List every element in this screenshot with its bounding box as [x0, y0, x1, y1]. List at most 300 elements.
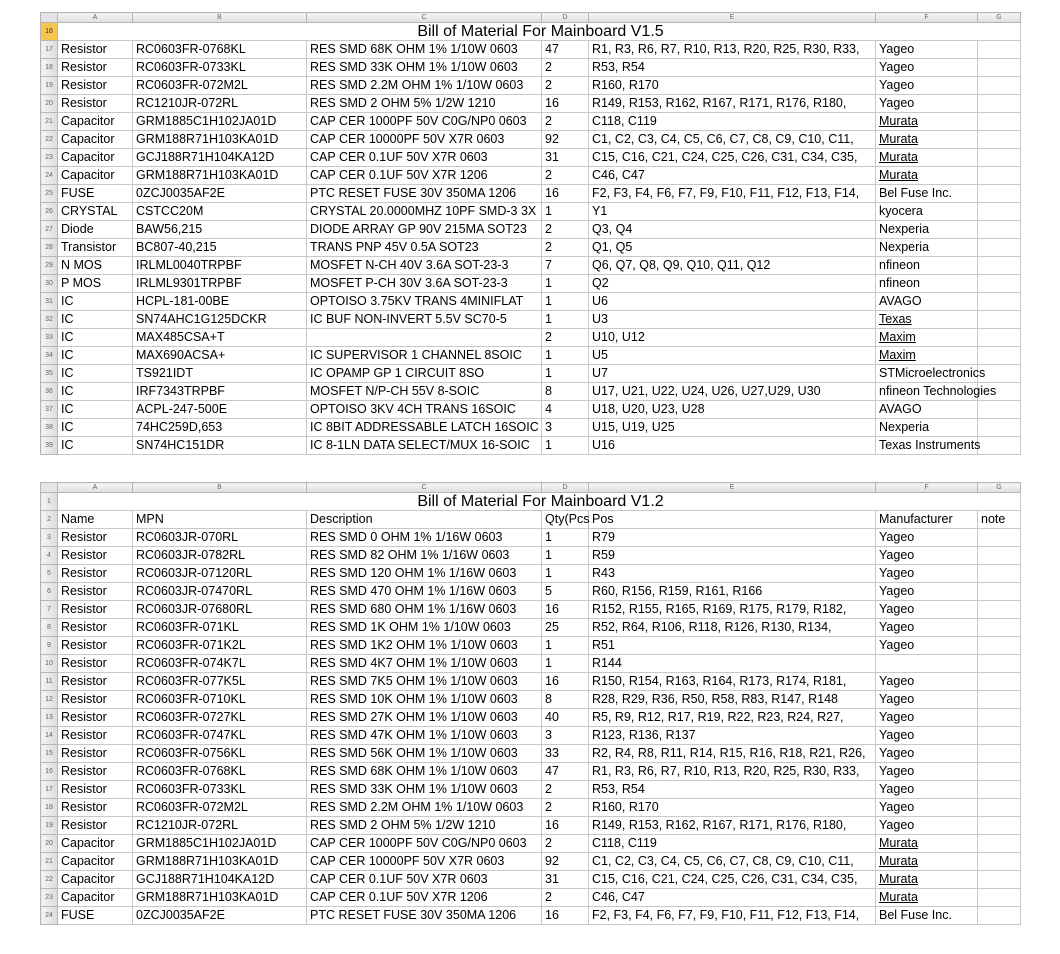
cell-description[interactable]: IC BUF NON-INVERT 5.5V SC70-5	[307, 311, 542, 329]
cell-mpn[interactable]: RC0603FR-0768KL	[133, 763, 307, 781]
cell-name[interactable]: Transistor	[58, 239, 133, 257]
cell-qty[interactable]: 8	[542, 383, 589, 401]
cell-manufacturer[interactable]: Yageo	[876, 565, 978, 583]
cell-note[interactable]	[978, 401, 1021, 419]
cell-pos[interactable]: R43	[589, 565, 876, 583]
cell-qty[interactable]: 47	[542, 763, 589, 781]
cell-pos[interactable]: R160, R170	[589, 799, 876, 817]
cell-pos[interactable]: U6	[589, 293, 876, 311]
cell-pos[interactable]: R144	[589, 655, 876, 673]
cell-mpn[interactable]: CSTCC20M	[133, 203, 307, 221]
cell-description[interactable]: RES SMD 27K OHM 1% 1/10W 0603	[307, 709, 542, 727]
row-number[interactable]: 13	[41, 709, 58, 727]
cell-qty[interactable]: 92	[542, 131, 589, 149]
cell-mpn[interactable]: RC0603FR-071K2L	[133, 637, 307, 655]
cell-note[interactable]	[978, 419, 1021, 437]
cell-pos[interactable]: R149, R153, R162, R167, R171, R176, R180,	[589, 817, 876, 835]
cell-pos[interactable]: U18, U20, U23, U28	[589, 401, 876, 419]
cell-note[interactable]	[978, 565, 1021, 583]
cell-manufacturer[interactable]: Yageo	[876, 709, 978, 727]
cell-qty[interactable]: 1	[542, 275, 589, 293]
cell-manufacturer[interactable]: Maxim	[876, 329, 978, 347]
cell-mpn[interactable]: RC1210JR-072RL	[133, 95, 307, 113]
cell-name[interactable]: IC	[58, 437, 133, 455]
row-number[interactable]: 37	[41, 401, 58, 419]
cell-qty[interactable]: 5	[542, 583, 589, 601]
cell-mpn[interactable]: RC0603JR-070RL	[133, 529, 307, 547]
cell-qty[interactable]: 16	[542, 673, 589, 691]
row-number[interactable]: 11	[41, 673, 58, 691]
cell-qty[interactable]: 1	[542, 655, 589, 673]
cell-description[interactable]: RES SMD 7K5 OHM 1% 1/10W 0603	[307, 673, 542, 691]
cell-qty[interactable]: 1	[542, 565, 589, 583]
cell-manufacturer[interactable]: Texas	[876, 311, 978, 329]
cell-pos[interactable]: R51	[589, 637, 876, 655]
cell-manufacturer[interactable]: Yageo	[876, 41, 978, 59]
cell-qty[interactable]: 2	[542, 329, 589, 347]
cell-qty[interactable]: 1	[542, 547, 589, 565]
row-number[interactable]: 8	[41, 619, 58, 637]
cell-description[interactable]: RES SMD 33K OHM 1% 1/10W 0603	[307, 781, 542, 799]
cell-pos[interactable]: U16	[589, 437, 876, 455]
cell-name[interactable]: Resistor	[58, 673, 133, 691]
row-number[interactable]: 23	[41, 149, 58, 167]
cell-note[interactable]	[978, 673, 1021, 691]
cell-description[interactable]: CRYSTAL 20.0000MHZ 10PF SMD-3 3X	[307, 203, 542, 221]
cell-description[interactable]: DIODE ARRAY GP 90V 215MA SOT23	[307, 221, 542, 239]
cell-note[interactable]	[978, 853, 1021, 871]
cell-note[interactable]	[978, 77, 1021, 95]
cell-mpn[interactable]: GRM188R71H103KA01D	[133, 167, 307, 185]
cell-description[interactable]: IC SUPERVISOR 1 CHANNEL 8SOIC	[307, 347, 542, 365]
cell-note[interactable]	[978, 799, 1021, 817]
cell-mpn[interactable]: HCPL-181-00BE	[133, 293, 307, 311]
cell-mpn[interactable]: BC807-40,215	[133, 239, 307, 257]
cell-qty[interactable]: 1	[542, 637, 589, 655]
cell-description[interactable]: RES SMD 120 OHM 1% 1/16W 0603	[307, 565, 542, 583]
cell-name[interactable]: Resistor	[58, 619, 133, 637]
cell-note[interactable]	[978, 619, 1021, 637]
cell-name[interactable]: IC	[58, 329, 133, 347]
cell-manufacturer[interactable]: Bel Fuse Inc.	[876, 185, 978, 203]
cell-name[interactable]: IC	[58, 347, 133, 365]
cell-pos[interactable]: R53, R54	[589, 59, 876, 77]
cell-manufacturer[interactable]: Nexperia	[876, 239, 978, 257]
cell-qty[interactable]: 2	[542, 77, 589, 95]
cell-pos[interactable]: R1, R3, R6, R7, R10, R13, R20, R25, R30, R33,	[589, 41, 876, 59]
cell-mpn[interactable]: IRLML0040TRPBF	[133, 257, 307, 275]
cell-description[interactable]: RES SMD 10K OHM 1% 1/10W 0603	[307, 691, 542, 709]
cell-note[interactable]	[978, 185, 1021, 203]
column-header[interactable]: F	[876, 483, 978, 493]
cell-qty[interactable]: 2	[542, 221, 589, 239]
cell-manufacturer[interactable]: Bel Fuse Inc.	[876, 907, 978, 925]
header-manufacturer[interactable]: Manufacturer	[876, 511, 978, 529]
row-number[interactable]: 2	[41, 511, 58, 529]
cell-mpn[interactable]: GRM188R71H103KA01D	[133, 131, 307, 149]
row-number[interactable]: 20	[41, 95, 58, 113]
row-number[interactable]: 6	[41, 583, 58, 601]
cell-description[interactable]: RES SMD 68K OHM 1% 1/10W 0603	[307, 763, 542, 781]
cell-manufacturer[interactable]: Yageo	[876, 619, 978, 637]
row-number[interactable]: 33	[41, 329, 58, 347]
cell-mpn[interactable]: RC0603JR-07470RL	[133, 583, 307, 601]
cell-name[interactable]: FUSE	[58, 907, 133, 925]
cell-description[interactable]: RES SMD 82 OHM 1% 1/16W 0603	[307, 547, 542, 565]
cell-description[interactable]: RES SMD 68K OHM 1% 1/10W 0603	[307, 41, 542, 59]
cell-name[interactable]: Capacitor	[58, 113, 133, 131]
cell-mpn[interactable]: RC0603FR-0756KL	[133, 745, 307, 763]
cell-qty[interactable]: 1	[542, 203, 589, 221]
cell-manufacturer[interactable]: Yageo	[876, 637, 978, 655]
cell-manufacturer[interactable]: Murata	[876, 113, 978, 131]
cell-pos[interactable]: R5, R9, R12, R17, R19, R22, R23, R24, R27,	[589, 709, 876, 727]
cell-note[interactable]	[978, 871, 1021, 889]
cell-pos[interactable]: Q3, Q4	[589, 221, 876, 239]
cell-manufacturer[interactable]: nfineon	[876, 275, 978, 293]
cell-pos[interactable]: F2, F3, F4, F6, F7, F9, F10, F11, F12, F13, F14,	[589, 907, 876, 925]
row-number[interactable]: 39	[41, 437, 58, 455]
cell-pos[interactable]: U15, U19, U25	[589, 419, 876, 437]
column-header[interactable]: D	[542, 483, 589, 493]
cell-mpn[interactable]: GRM188R71H103KA01D	[133, 889, 307, 907]
row-number[interactable]: 3	[41, 529, 58, 547]
cell-qty[interactable]: 16	[542, 185, 589, 203]
cell-description[interactable]: PTC RESET FUSE 30V 350MA 1206	[307, 907, 542, 925]
cell-pos[interactable]: R150, R154, R163, R164, R173, R174, R181,	[589, 673, 876, 691]
cell-note[interactable]	[978, 275, 1021, 293]
row-number[interactable]: 10	[41, 655, 58, 673]
cell-manufacturer[interactable]: Yageo	[876, 763, 978, 781]
cell-pos[interactable]: U3	[589, 311, 876, 329]
cell-pos[interactable]: R152, R155, R165, R169, R175, R179, R182,	[589, 601, 876, 619]
cell-description[interactable]: RES SMD 2 OHM 5% 1/2W 1210	[307, 95, 542, 113]
header-pos[interactable]: Pos	[589, 511, 876, 529]
cell-note[interactable]	[978, 437, 1021, 455]
cell-note[interactable]	[978, 149, 1021, 167]
cell-mpn[interactable]: 0ZCJ0035AF2E	[133, 907, 307, 925]
cell-note[interactable]	[978, 95, 1021, 113]
cell-note[interactable]	[978, 239, 1021, 257]
cell-note[interactable]	[978, 817, 1021, 835]
cell-manufacturer[interactable]: Murata	[876, 167, 978, 185]
cell-manufacturer[interactable]: nfineon	[876, 257, 978, 275]
cell-manufacturer[interactable]: Yageo	[876, 691, 978, 709]
cell-name[interactable]: CRYSTAL	[58, 203, 133, 221]
cell-manufacturer[interactable]: Murata	[876, 889, 978, 907]
cell-qty[interactable]: 3	[542, 419, 589, 437]
column-header[interactable]: E	[589, 483, 876, 493]
cell-name[interactable]: P MOS	[58, 275, 133, 293]
cell-description[interactable]: RES SMD 2 OHM 5% 1/2W 1210	[307, 817, 542, 835]
cell-description[interactable]: RES SMD 2.2M OHM 1% 1/10W 0603	[307, 799, 542, 817]
cell-mpn[interactable]: RC1210JR-072RL	[133, 817, 307, 835]
cell-mpn[interactable]: GRM188R71H103KA01D	[133, 853, 307, 871]
column-header[interactable]: A	[58, 13, 133, 23]
cell-manufacturer[interactable]: Yageo	[876, 781, 978, 799]
cell-note[interactable]	[978, 601, 1021, 619]
cell-description[interactable]: CAP CER 1000PF 50V C0G/NP0 0603	[307, 113, 542, 131]
row-number[interactable]: 25	[41, 185, 58, 203]
column-header[interactable]: G	[978, 483, 1021, 493]
cell-note[interactable]	[978, 257, 1021, 275]
cell-description[interactable]: RES SMD 4K7 OHM 1% 1/10W 0603	[307, 655, 542, 673]
row-number[interactable]: 34	[41, 347, 58, 365]
cell-name[interactable]: Capacitor	[58, 889, 133, 907]
cell-mpn[interactable]: RC0603JR-0782RL	[133, 547, 307, 565]
cell-note[interactable]	[978, 347, 1021, 365]
cell-mpn[interactable]: IRF7343TRPBF	[133, 383, 307, 401]
cell-qty[interactable]: 16	[542, 817, 589, 835]
cell-mpn[interactable]: BAW56,215	[133, 221, 307, 239]
row-number[interactable]: 38	[41, 419, 58, 437]
cell-note[interactable]	[978, 203, 1021, 221]
column-header[interactable]: D	[542, 13, 589, 23]
cell-mpn[interactable]: RC0603FR-074K7L	[133, 655, 307, 673]
cell-qty[interactable]: 1	[542, 529, 589, 547]
cell-mpn[interactable]: SN74AHC1G125DCKR	[133, 311, 307, 329]
cell-mpn[interactable]: 0ZCJ0035AF2E	[133, 185, 307, 203]
row-number[interactable]: 1	[41, 493, 58, 511]
column-header[interactable]: C	[307, 13, 542, 23]
cell-mpn[interactable]: ACPL-247-500E	[133, 401, 307, 419]
header-mpn[interactable]: MPN	[133, 511, 307, 529]
cell-description[interactable]: CAP CER 10000PF 50V X7R 0603	[307, 853, 542, 871]
cell-mpn[interactable]: RC0603FR-077K5L	[133, 673, 307, 691]
cell-qty[interactable]: 2	[542, 835, 589, 853]
column-header[interactable]: C	[307, 483, 542, 493]
cell-qty[interactable]: 92	[542, 853, 589, 871]
cell-manufacturer[interactable]: Yageo	[876, 745, 978, 763]
cell-note[interactable]	[978, 637, 1021, 655]
cell-pos[interactable]: F2, F3, F4, F6, F7, F9, F10, F11, F12, F13, F14,	[589, 185, 876, 203]
cell-pos[interactable]: R149, R153, R162, R167, R171, R176, R180,	[589, 95, 876, 113]
sheet-title[interactable]: Bill of Material For Mainboard V1.2	[58, 493, 1021, 511]
cell-description[interactable]: IC 8BIT ADDRESSABLE LATCH 16SOIC	[307, 419, 542, 437]
row-number[interactable]: 16	[41, 23, 58, 41]
cell-qty[interactable]: 16	[542, 601, 589, 619]
cell-name[interactable]: Capacitor	[58, 167, 133, 185]
cell-pos[interactable]: C118, C119	[589, 835, 876, 853]
cell-mpn[interactable]: RC0603JR-07120RL	[133, 565, 307, 583]
cell-name[interactable]: Resistor	[58, 709, 133, 727]
cell-note[interactable]	[978, 709, 1021, 727]
cell-pos[interactable]: U10, U12	[589, 329, 876, 347]
cell-mpn[interactable]: RC0603FR-0710KL	[133, 691, 307, 709]
cell-note[interactable]	[978, 529, 1021, 547]
cell-description[interactable]: CAP CER 0.1UF 50V X7R 1206	[307, 889, 542, 907]
cell-qty[interactable]: 2	[542, 59, 589, 77]
row-number[interactable]: 22	[41, 131, 58, 149]
cell-manufacturer[interactable]: AVAGO	[876, 401, 978, 419]
cell-manufacturer[interactable]: Yageo	[876, 95, 978, 113]
cell-name[interactable]: Resistor	[58, 817, 133, 835]
cell-pos[interactable]: R123, R136, R137	[589, 727, 876, 745]
header-qty[interactable]: Qty(Pcs	[542, 511, 589, 529]
cell-mpn[interactable]: RC0603FR-0768KL	[133, 41, 307, 59]
cell-qty[interactable]: 2	[542, 781, 589, 799]
cell-manufacturer[interactable]: Yageo	[876, 727, 978, 745]
cell-manufacturer[interactable]: Murata	[876, 149, 978, 167]
cell-pos[interactable]: U7	[589, 365, 876, 383]
cell-manufacturer[interactable]: Yageo	[876, 817, 978, 835]
cell-qty[interactable]: 1	[542, 293, 589, 311]
row-number[interactable]: 19	[41, 77, 58, 95]
cell-qty[interactable]: 2	[542, 799, 589, 817]
cell-description[interactable]: CAP CER 10000PF 50V X7R 0603	[307, 131, 542, 149]
cell-pos[interactable]: C46, C47	[589, 889, 876, 907]
cell-name[interactable]: Resistor	[58, 41, 133, 59]
cell-qty[interactable]: 1	[542, 365, 589, 383]
cell-pos[interactable]: R160, R170	[589, 77, 876, 95]
row-number[interactable]: 23	[41, 889, 58, 907]
cell-mpn[interactable]: RC0603FR-0733KL	[133, 59, 307, 77]
row-number[interactable]: 31	[41, 293, 58, 311]
cell-note[interactable]	[978, 889, 1021, 907]
cell-name[interactable]: Capacitor	[58, 853, 133, 871]
cell-pos[interactable]: R28, R29, R36, R50, R58, R83, R147, R148	[589, 691, 876, 709]
cell-manufacturer[interactable]: Yageo	[876, 673, 978, 691]
cell-name[interactable]: Resistor	[58, 59, 133, 77]
cell-description[interactable]: RES SMD 56K OHM 1% 1/10W 0603	[307, 745, 542, 763]
cell-pos[interactable]: Q6, Q7, Q8, Q9, Q10, Q11, Q12	[589, 257, 876, 275]
row-number[interactable]: 19	[41, 817, 58, 835]
header-description[interactable]: Description	[307, 511, 542, 529]
cell-name[interactable]: Resistor	[58, 691, 133, 709]
cell-mpn[interactable]: 74HC259D,653	[133, 419, 307, 437]
cell-description[interactable]: OPTOISO 3.75KV TRANS 4MINIFLAT	[307, 293, 542, 311]
cell-name[interactable]: Resistor	[58, 583, 133, 601]
cell-description[interactable]: RES SMD 2.2M OHM 1% 1/10W 0603	[307, 77, 542, 95]
cell-manufacturer[interactable]: Murata	[876, 131, 978, 149]
cell-mpn[interactable]: RC0603FR-0727KL	[133, 709, 307, 727]
cell-note[interactable]	[978, 835, 1021, 853]
cell-name[interactable]: Capacitor	[58, 131, 133, 149]
cell-description[interactable]: RES SMD 33K OHM 1% 1/10W 0603	[307, 59, 542, 77]
cell-note[interactable]	[978, 781, 1021, 799]
cell-manufacturer[interactable]: Yageo	[876, 77, 978, 95]
header-note[interactable]: note	[978, 511, 1021, 529]
cell-name[interactable]: Capacitor	[58, 149, 133, 167]
cell-note[interactable]	[978, 691, 1021, 709]
cell-name[interactable]: Resistor	[58, 799, 133, 817]
cell-manufacturer[interactable]: Nexperia	[876, 419, 978, 437]
cell-name[interactable]: Resistor	[58, 529, 133, 547]
cell-name[interactable]: Resistor	[58, 763, 133, 781]
cell-qty[interactable]: 47	[542, 41, 589, 59]
cell-manufacturer[interactable]: Nexperia	[876, 221, 978, 239]
cell-qty[interactable]: 8	[542, 691, 589, 709]
column-header[interactable]: B	[133, 13, 307, 23]
row-number[interactable]: 21	[41, 113, 58, 131]
cell-manufacturer[interactable]: Yageo	[876, 59, 978, 77]
cell-description[interactable]: OPTOISO 3KV 4CH TRANS 16SOIC	[307, 401, 542, 419]
cell-note[interactable]	[978, 221, 1021, 239]
cell-description[interactable]: TRANS PNP 45V 0.5A SOT23	[307, 239, 542, 257]
row-number[interactable]: 16	[41, 763, 58, 781]
row-number[interactable]: 32	[41, 311, 58, 329]
row-number[interactable]: 7	[41, 601, 58, 619]
cell-pos[interactable]: U5	[589, 347, 876, 365]
cell-pos[interactable]: R52, R64, R106, R118, R126, R130, R134,	[589, 619, 876, 637]
cell-note[interactable]	[978, 167, 1021, 185]
cell-manufacturer[interactable]: Maxim	[876, 347, 978, 365]
cell-mpn[interactable]: TS921IDT	[133, 365, 307, 383]
cell-pos[interactable]: R53, R54	[589, 781, 876, 799]
cell-mpn[interactable]: MAX690ACSA+	[133, 347, 307, 365]
row-number[interactable]: 29	[41, 257, 58, 275]
cell-note[interactable]	[978, 763, 1021, 781]
cell-note[interactable]	[978, 59, 1021, 77]
cell-qty[interactable]: 2	[542, 889, 589, 907]
cell-pos[interactable]: C46, C47	[589, 167, 876, 185]
row-number[interactable]: 18	[41, 59, 58, 77]
cell-name[interactable]: Resistor	[58, 637, 133, 655]
cell-description[interactable]: RES SMD 470 OHM 1% 1/16W 0603	[307, 583, 542, 601]
cell-name[interactable]: Capacitor	[58, 871, 133, 889]
cell-note[interactable]	[978, 113, 1021, 131]
row-number[interactable]: 24	[41, 907, 58, 925]
cell-manufacturer[interactable]: kyocera	[876, 203, 978, 221]
header-name[interactable]: Name	[58, 511, 133, 529]
cell-qty[interactable]: 2	[542, 167, 589, 185]
cell-description[interactable]: CAP CER 1000PF 50V C0G/NP0 0603	[307, 835, 542, 853]
cell-manufacturer[interactable]: Yageo	[876, 583, 978, 601]
sheet-title[interactable]: Bill of Material For Mainboard V1.5	[58, 23, 1021, 41]
cell-name[interactable]: Resistor	[58, 655, 133, 673]
cell-mpn[interactable]: RC0603FR-072M2L	[133, 77, 307, 95]
row-number[interactable]: 36	[41, 383, 58, 401]
cell-name[interactable]: Resistor	[58, 547, 133, 565]
cell-note[interactable]	[978, 311, 1021, 329]
cell-note[interactable]	[978, 727, 1021, 745]
cell-mpn[interactable]: RC0603FR-072M2L	[133, 799, 307, 817]
cell-pos[interactable]: R60, R156, R159, R161, R166	[589, 583, 876, 601]
row-number[interactable]: 17	[41, 41, 58, 59]
cell-description[interactable]: RES SMD 47K OHM 1% 1/10W 0603	[307, 727, 542, 745]
cell-description[interactable]: CAP CER 0.1UF 50V X7R 1206	[307, 167, 542, 185]
cell-note[interactable]	[978, 547, 1021, 565]
cell-pos[interactable]: C15, C16, C21, C24, C25, C26, C31, C34, C35,	[589, 871, 876, 889]
row-number[interactable]: 14	[41, 727, 58, 745]
cell-qty[interactable]: 3	[542, 727, 589, 745]
cell-qty[interactable]: 1	[542, 437, 589, 455]
cell-qty[interactable]: 1	[542, 311, 589, 329]
row-number[interactable]: 4	[41, 547, 58, 565]
cell-mpn[interactable]: SN74HC151DR	[133, 437, 307, 455]
cell-pos[interactable]: R79	[589, 529, 876, 547]
cell-manufacturer[interactable]	[876, 655, 978, 673]
cell-name[interactable]: N MOS	[58, 257, 133, 275]
cell-name[interactable]: IC	[58, 293, 133, 311]
row-number[interactable]: 9	[41, 637, 58, 655]
cell-name[interactable]: Resistor	[58, 77, 133, 95]
cell-qty[interactable]: 4	[542, 401, 589, 419]
cell-description[interactable]: MOSFET N/P-CH 55V 8-SOIC	[307, 383, 542, 401]
cell-description[interactable]	[307, 329, 542, 347]
cell-name[interactable]: Resistor	[58, 95, 133, 113]
column-header[interactable]: F	[876, 13, 978, 23]
cell-description[interactable]: RES SMD 1K2 OHM 1% 1/10W 0603	[307, 637, 542, 655]
select-all-corner[interactable]	[41, 483, 58, 493]
cell-name[interactable]: IC	[58, 419, 133, 437]
cell-name[interactable]: FUSE	[58, 185, 133, 203]
column-header[interactable]: E	[589, 13, 876, 23]
cell-description[interactable]: MOSFET N-CH 40V 3.6A SOT-23-3	[307, 257, 542, 275]
cell-manufacturer[interactable]: Yageo	[876, 601, 978, 619]
row-number[interactable]: 28	[41, 239, 58, 257]
cell-manufacturer[interactable]: Murata	[876, 853, 978, 871]
